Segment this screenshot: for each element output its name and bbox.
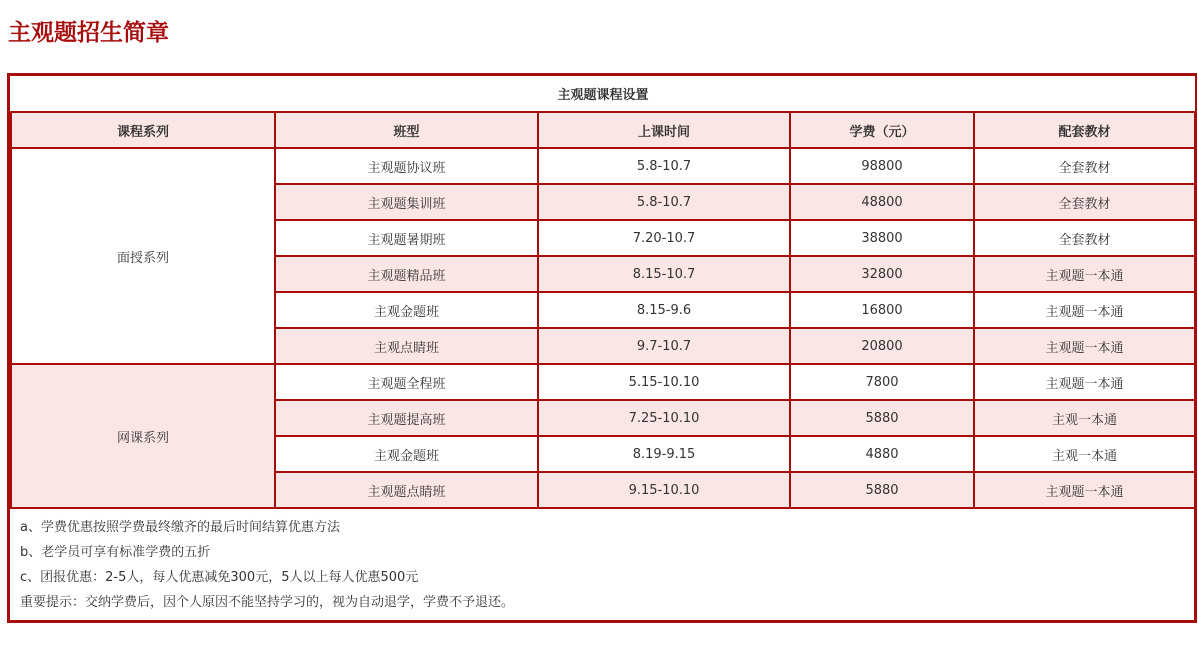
class-name: 主观题精品班: [275, 256, 538, 292]
class-material: 主观题一本通: [974, 256, 1195, 292]
class-material: 全套教材: [974, 148, 1195, 184]
class-time: 9.7-10.7: [538, 328, 790, 364]
course-table: [10, 76, 1196, 509]
table-row: [11, 364, 1195, 400]
class-time: 7.25-10.10: [538, 400, 790, 436]
class-time: 8.19-9.15: [538, 436, 790, 472]
header-fee: 学费（元）: [790, 112, 974, 148]
series-name: 面授系列: [11, 148, 275, 364]
class-time: 7.20-10.7: [538, 220, 790, 256]
class-material: 主观题一本通: [974, 328, 1195, 364]
class-time: 9.15-10.10: [538, 472, 790, 508]
class-material: 主观题一本通: [974, 472, 1195, 508]
class-fee: 5880: [790, 472, 974, 508]
class-name: 主观题协议班: [275, 148, 538, 184]
page-title: 主观题招生简章: [8, 20, 169, 46]
class-name: 主观金题班: [275, 292, 538, 328]
class-name: 主观金题班: [275, 436, 538, 472]
table-caption: 主观题课程设置: [11, 76, 1195, 112]
header-time: 上课时间: [538, 112, 790, 148]
class-material: 主观一本通: [974, 400, 1195, 436]
class-material: 主观题一本通: [974, 364, 1195, 400]
note-discount-rule: a、学费优惠按照学费最终缴齐的最后时间结算优惠方法: [20, 520, 340, 535]
class-fee: 32800: [790, 256, 974, 292]
class-fee: 16800: [790, 292, 974, 328]
class-name: 主观题暑期班: [275, 220, 538, 256]
class-name: 主观题集训班: [275, 184, 538, 220]
table-row: [11, 148, 1195, 184]
class-fee: 7800: [790, 364, 974, 400]
notes-section: [10, 509, 1194, 619]
class-fee: 38800: [790, 220, 974, 256]
class-material: 全套教材: [974, 184, 1195, 220]
class-fee: 4880: [790, 436, 974, 472]
table-header-row: [11, 112, 1195, 148]
course-frame: [7, 73, 1197, 623]
header-series: 课程系列: [11, 112, 275, 148]
class-time: 5.15-10.10: [538, 364, 790, 400]
class-fee: 20800: [790, 328, 974, 364]
class-material: 主观题一本通: [974, 292, 1195, 328]
class-fee: 48800: [790, 184, 974, 220]
class-fee: 5880: [790, 400, 974, 436]
class-time: 5.8-10.7: [538, 148, 790, 184]
note-returning-student: b、老学员可享有标准学费的五折: [20, 545, 211, 560]
class-time: 5.8-10.7: [538, 184, 790, 220]
class-material: 主观一本通: [974, 436, 1195, 472]
series-name: 网课系列: [11, 364, 275, 508]
class-time: 8.15-9.6: [538, 292, 790, 328]
note-important: 重要提示：交纳学费后，因个人原因不能坚持学习的，视为自动退学，学费不予退还。: [20, 595, 515, 610]
class-name: 主观题点睛班: [275, 472, 538, 508]
class-time: 8.15-10.7: [538, 256, 790, 292]
note-group-discount: c、团报优惠：2-5人，每人优惠减免300元，5人以上每人优惠500元: [20, 570, 419, 585]
class-material: 全套教材: [974, 220, 1195, 256]
class-name: 主观题全程班: [275, 364, 538, 400]
header-class: 班型: [275, 112, 538, 148]
class-name: 主观题提高班: [275, 400, 538, 436]
header-material: 配套教材: [974, 112, 1195, 148]
class-name: 主观点睛班: [275, 328, 538, 364]
class-fee: 98800: [790, 148, 974, 184]
